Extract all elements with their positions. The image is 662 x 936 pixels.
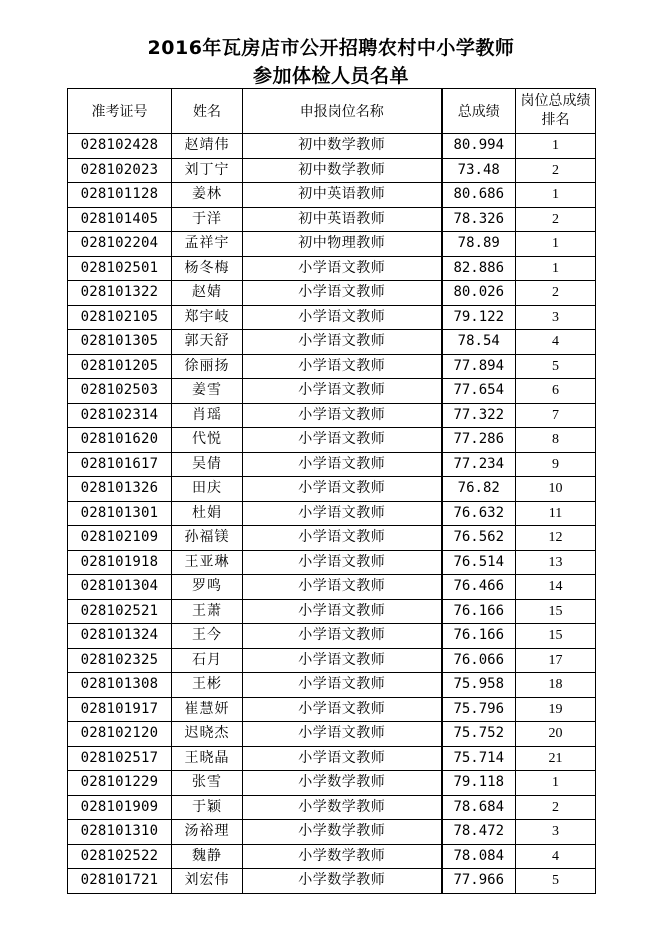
table-row (68, 844, 596, 869)
cell-post: 小学语文教师 (243, 722, 442, 747)
cell-post: 初中物理教师 (243, 232, 442, 257)
cell-rank: 5 (516, 354, 596, 379)
cell-name: 肖瑶 (172, 403, 243, 428)
table-row (68, 403, 596, 428)
cell-name: 徐丽扬 (172, 354, 243, 379)
cell-score: 78.472 (442, 820, 516, 845)
cell-rank: 6 (516, 379, 596, 404)
cell-name: 刘丁宁 (172, 158, 243, 183)
cell-score: 82.886 (442, 256, 516, 281)
table-row (68, 207, 596, 232)
cell-exam-id: 028102325 (68, 648, 172, 673)
table-row (68, 158, 596, 183)
cell-name: 刘宏伟 (172, 869, 243, 894)
cell-exam-id: 028101229 (68, 771, 172, 796)
cell-exam-id: 028101405 (68, 207, 172, 232)
cell-rank: 2 (516, 158, 596, 183)
cell-score: 73.48 (442, 158, 516, 183)
header-post: 申报岗位名称 (243, 89, 442, 134)
cell-name: 赵婧 (172, 281, 243, 306)
document-subtitle: 参加体检人员名单 (252, 65, 409, 87)
cell-score: 76.82 (442, 477, 516, 502)
cell-name: 郭天舒 (172, 330, 243, 355)
table-row (68, 575, 596, 600)
cell-name: 王萧 (172, 599, 243, 624)
table-header (68, 89, 596, 134)
cell-name: 于洋 (172, 207, 243, 232)
cell-score: 78.89 (442, 232, 516, 257)
cell-score: 76.562 (442, 526, 516, 551)
table-row (68, 648, 596, 673)
cell-rank: 9 (516, 452, 596, 477)
cell-name: 罗鸣 (172, 575, 243, 600)
cell-exam-id: 028101128 (68, 183, 172, 208)
cell-score: 80.686 (442, 183, 516, 208)
cell-exam-id: 028101617 (68, 452, 172, 477)
cell-name: 张雪 (172, 771, 243, 796)
cell-exam-id: 028101310 (68, 820, 172, 845)
cell-post: 初中英语教师 (243, 207, 442, 232)
cell-rank: 18 (516, 673, 596, 698)
cell-exam-id: 028102501 (68, 256, 172, 281)
cell-exam-id: 028102522 (68, 844, 172, 869)
cell-exam-id: 028101305 (68, 330, 172, 355)
cell-score: 75.796 (442, 697, 516, 722)
cell-post: 小学语文教师 (243, 330, 442, 355)
cell-score: 78.084 (442, 844, 516, 869)
cell-exam-id: 028102503 (68, 379, 172, 404)
cell-exam-id: 028101304 (68, 575, 172, 600)
cell-score: 76.166 (442, 624, 516, 649)
cell-post: 小学语文教师 (243, 624, 442, 649)
cell-exam-id: 028102428 (68, 134, 172, 159)
cell-rank: 5 (516, 869, 596, 894)
cell-post: 小学数学教师 (243, 844, 442, 869)
header-row (68, 89, 596, 134)
candidate-table (67, 88, 596, 894)
cell-rank: 4 (516, 844, 596, 869)
cell-score: 77.966 (442, 869, 516, 894)
cell-exam-id: 028101917 (68, 697, 172, 722)
cell-exam-id: 028101620 (68, 428, 172, 453)
cell-exam-id: 028102023 (68, 158, 172, 183)
table-row (68, 501, 596, 526)
cell-post: 小学数学教师 (243, 795, 442, 820)
cell-exam-id: 028101326 (68, 477, 172, 502)
cell-post: 小学语文教师 (243, 746, 442, 771)
table-row (68, 183, 596, 208)
cell-post: 小学语文教师 (243, 354, 442, 379)
cell-name: 王晓晶 (172, 746, 243, 771)
cell-name: 于颖 (172, 795, 243, 820)
cell-rank: 1 (516, 256, 596, 281)
cell-score: 75.958 (442, 673, 516, 698)
cell-rank: 1 (516, 183, 596, 208)
cell-rank: 2 (516, 281, 596, 306)
cell-score: 77.322 (442, 403, 516, 428)
cell-name: 田庆 (172, 477, 243, 502)
cell-name: 姜林 (172, 183, 243, 208)
cell-name: 孙福镁 (172, 526, 243, 551)
table-row (68, 746, 596, 771)
cell-name: 杨冬梅 (172, 256, 243, 281)
cell-exam-id: 028101301 (68, 501, 172, 526)
cell-name: 王彬 (172, 673, 243, 698)
cell-score: 77.894 (442, 354, 516, 379)
table-row (68, 697, 596, 722)
table-row (68, 599, 596, 624)
table-row (68, 673, 596, 698)
table-row (68, 379, 596, 404)
cell-post: 小学语文教师 (243, 256, 442, 281)
cell-exam-id: 028101308 (68, 673, 172, 698)
cell-name: 赵靖伟 (172, 134, 243, 159)
table-row (68, 354, 596, 379)
table-row (68, 795, 596, 820)
cell-exam-id: 028101918 (68, 550, 172, 575)
cell-rank: 1 (516, 232, 596, 257)
cell-score: 80.026 (442, 281, 516, 306)
table-row (68, 771, 596, 796)
cell-rank: 14 (516, 575, 596, 600)
cell-rank: 17 (516, 648, 596, 673)
cell-post: 小学语文教师 (243, 305, 442, 330)
cell-exam-id: 028102120 (68, 722, 172, 747)
cell-score: 77.286 (442, 428, 516, 453)
header-name: 姓名 (172, 89, 243, 134)
table-row (68, 305, 596, 330)
cell-rank: 19 (516, 697, 596, 722)
table-row (68, 477, 596, 502)
cell-post: 小学语文教师 (243, 673, 442, 698)
cell-exam-id: 028101721 (68, 869, 172, 894)
cell-name: 杜娟 (172, 501, 243, 526)
cell-rank: 13 (516, 550, 596, 575)
cell-score: 75.752 (442, 722, 516, 747)
cell-score: 76.632 (442, 501, 516, 526)
cell-rank: 21 (516, 746, 596, 771)
cell-score: 76.066 (442, 648, 516, 673)
cell-rank: 3 (516, 820, 596, 845)
cell-post: 小学语文教师 (243, 526, 442, 551)
document-title: 2016年瓦房店市公开招聘农村中小学教师 (147, 37, 515, 59)
cell-post: 小学数学教师 (243, 771, 442, 796)
table-row (68, 869, 596, 894)
table-row (68, 820, 596, 845)
cell-post: 小学语文教师 (243, 452, 442, 477)
cell-score: 76.514 (442, 550, 516, 575)
cell-post: 小学语文教师 (243, 575, 442, 600)
cell-score: 79.118 (442, 771, 516, 796)
table-row (68, 281, 596, 306)
table-row (68, 526, 596, 551)
cell-exam-id: 028101205 (68, 354, 172, 379)
cell-exam-id: 028101322 (68, 281, 172, 306)
cell-score: 77.654 (442, 379, 516, 404)
header-score: 总成绩 (442, 89, 516, 134)
cell-score: 79.122 (442, 305, 516, 330)
cell-name: 石月 (172, 648, 243, 673)
cell-exam-id: 028102517 (68, 746, 172, 771)
cell-exam-id: 028102314 (68, 403, 172, 428)
cell-name: 迟晓杰 (172, 722, 243, 747)
cell-name: 魏静 (172, 844, 243, 869)
cell-post: 小学语文教师 (243, 403, 442, 428)
cell-rank: 4 (516, 330, 596, 355)
table-row (68, 232, 596, 257)
cell-rank: 7 (516, 403, 596, 428)
cell-exam-id: 028102204 (68, 232, 172, 257)
cell-post: 初中数学教师 (243, 158, 442, 183)
table-row (68, 330, 596, 355)
cell-post: 小学语文教师 (243, 428, 442, 453)
table-row (68, 624, 596, 649)
table-row (68, 428, 596, 453)
cell-post: 小学语文教师 (243, 379, 442, 404)
cell-score: 80.994 (442, 134, 516, 159)
cell-name: 王亚琳 (172, 550, 243, 575)
cell-post: 初中英语教师 (243, 183, 442, 208)
cell-exam-id: 028102105 (68, 305, 172, 330)
cell-post: 小学语文教师 (243, 477, 442, 502)
cell-post: 小学语文教师 (243, 648, 442, 673)
table-row (68, 134, 596, 159)
cell-name: 王今 (172, 624, 243, 649)
cell-score: 78.684 (442, 795, 516, 820)
cell-rank: 2 (516, 795, 596, 820)
cell-post: 小学语文教师 (243, 550, 442, 575)
cell-name: 汤裕理 (172, 820, 243, 845)
cell-exam-id: 028101909 (68, 795, 172, 820)
cell-name: 孟祥宇 (172, 232, 243, 257)
cell-score: 77.234 (442, 452, 516, 477)
cell-exam-id: 028102109 (68, 526, 172, 551)
cell-name: 吴倩 (172, 452, 243, 477)
cell-rank: 20 (516, 722, 596, 747)
cell-score: 76.166 (442, 599, 516, 624)
cell-post: 初中数学教师 (243, 134, 442, 159)
cell-exam-id: 028102521 (68, 599, 172, 624)
cell-rank: 3 (516, 305, 596, 330)
cell-rank: 11 (516, 501, 596, 526)
cell-score: 75.714 (442, 746, 516, 771)
cell-post: 小学数学教师 (243, 869, 442, 894)
table-row (68, 256, 596, 281)
cell-score: 76.466 (442, 575, 516, 600)
table-row (68, 722, 596, 747)
cell-rank: 15 (516, 624, 596, 649)
cell-name: 郑宇岐 (172, 305, 243, 330)
cell-rank: 12 (516, 526, 596, 551)
cell-rank: 10 (516, 477, 596, 502)
cell-name: 代悦 (172, 428, 243, 453)
cell-post: 小学数学教师 (243, 820, 442, 845)
cell-rank: 2 (516, 207, 596, 232)
cell-name: 姜雪 (172, 379, 243, 404)
cell-score: 78.54 (442, 330, 516, 355)
cell-rank: 8 (516, 428, 596, 453)
cell-rank: 1 (516, 771, 596, 796)
cell-rank: 1 (516, 134, 596, 159)
cell-post: 小学语文教师 (243, 501, 442, 526)
cell-post: 小学语文教师 (243, 697, 442, 722)
header-exam-id: 准考证号 (68, 89, 172, 134)
cell-exam-id: 028101324 (68, 624, 172, 649)
cell-score: 78.326 (442, 207, 516, 232)
table-row (68, 452, 596, 477)
cell-post: 小学语文教师 (243, 281, 442, 306)
cell-post: 小学语文教师 (243, 599, 442, 624)
table-body (68, 134, 596, 894)
cell-rank: 15 (516, 599, 596, 624)
header-rank: 岗位总成绩排名 (516, 89, 596, 134)
table-row (68, 550, 596, 575)
cell-name: 崔慧妍 (172, 697, 243, 722)
